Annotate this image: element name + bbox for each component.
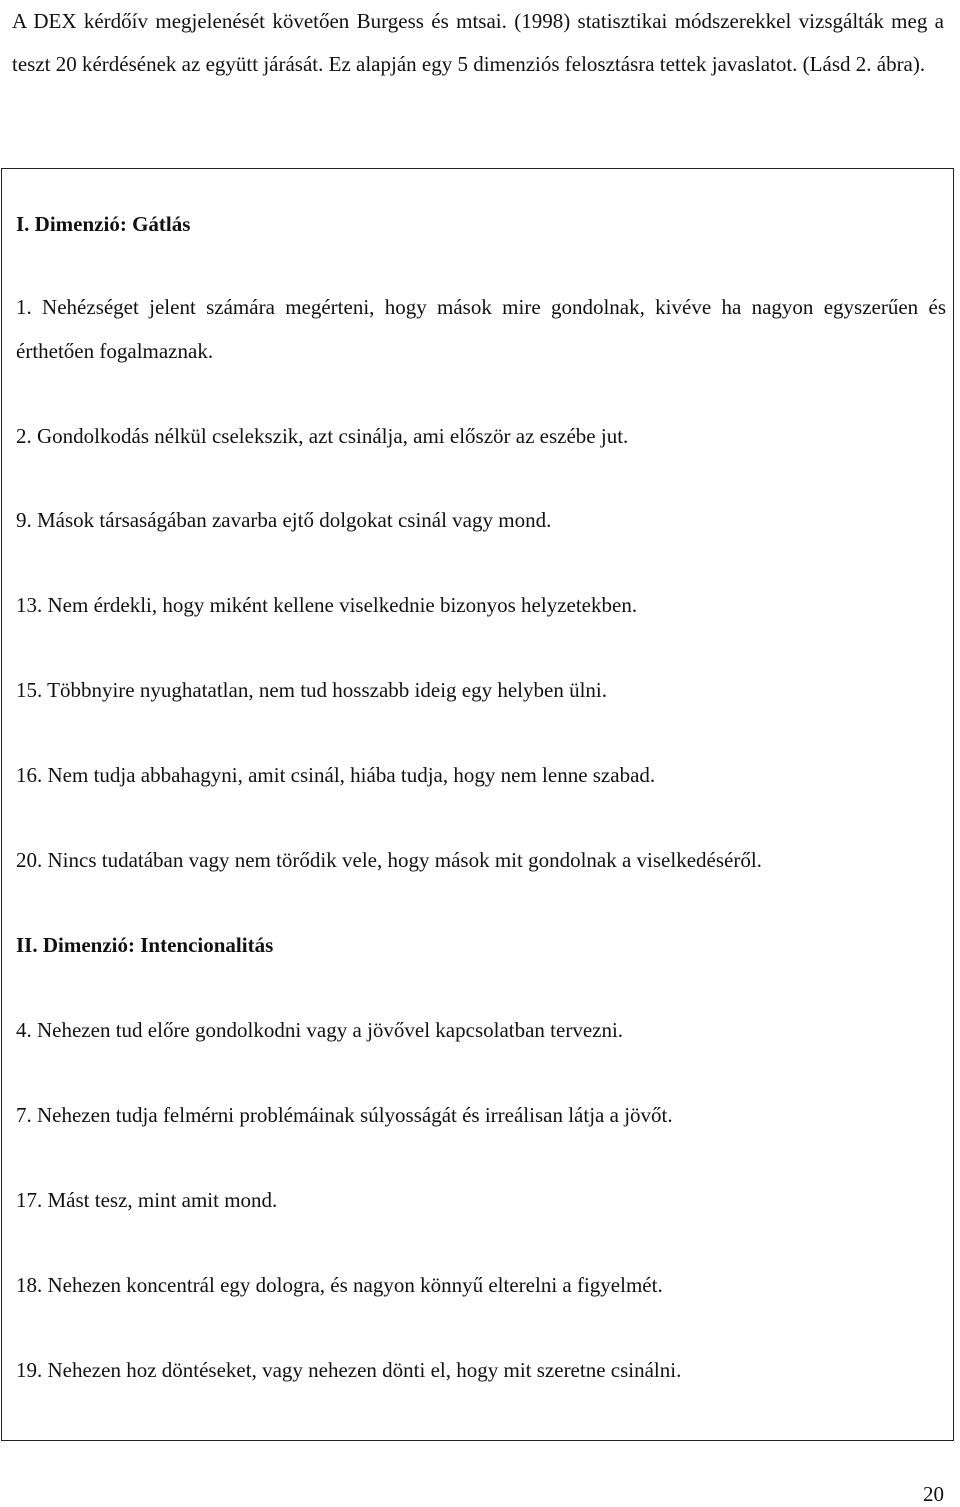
- item-18: 18. Nehezen koncentrál egy dologra, és nagyon könnyű elterelni a figyelmét.: [16, 1273, 663, 1297]
- item-15: 15. Többnyire nyughatatlan, nem tud hosszabb ideig egy helyben ülni.: [16, 678, 607, 702]
- item-20: 20. Nincs tudatában vagy nem törődik vele, hogy mások mit gondolnak a viselkedéséről.: [16, 848, 762, 872]
- dimension-2-heading: II. Dimenzió: Intencionalitás: [16, 933, 274, 957]
- intro-paragraph: A DEX kérdőív megjelenését követően Burgess és mtsai. (1998) statisztikai módszerekkel vizsgálták meg a teszt 20 kérdésének az együtt járását. Ez alapján egy 5 dimenziós felosztásra tettek javaslatot. (Lásd 2. ábra).: [12, 9, 944, 76]
- item-4: 4. Nehezen tud előre gondolkodni vagy a jövővel kapcsolatban tervezni.: [16, 1018, 624, 1042]
- item-9: 9. Mások társaságában zavarba ejtő dolgokat csinál vagy mond.: [16, 508, 552, 532]
- dimension-box: [1, 168, 954, 1441]
- page-number: 20: [923, 1482, 944, 1506]
- item-2: 2. Gondolkodás nélkül cselekszik, azt csinálja, ami először az eszébe jut.: [16, 424, 629, 448]
- item-19: 19. Nehezen hoz döntéseket, vagy nehezen dönti el, hogy mit szeretne csinálni.: [16, 1358, 682, 1382]
- item-16: 16. Nem tudja abbahagyni, amit csinál, hiába tudja, hogy nem lenne szabad.: [16, 763, 656, 787]
- item-1: 1. Nehézséget jelent számára megérteni, hogy mások mire gondolnak, kivéve ha nagyon egyszerűen és érthetően fogalmaznak.: [16, 295, 946, 363]
- item-7: 7. Nehezen tudja felmérni problémáinak súlyosságát és irreálisan látja a jövőt.: [16, 1103, 673, 1127]
- dimension-1-heading: I. Dimenzió: Gátlás: [16, 212, 191, 236]
- item-17: 17. Mást tesz, mint amit mond.: [16, 1188, 278, 1212]
- item-13: 13. Nem érdekli, hogy miként kellene viselkednie bizonyos helyzetekben.: [16, 593, 638, 617]
